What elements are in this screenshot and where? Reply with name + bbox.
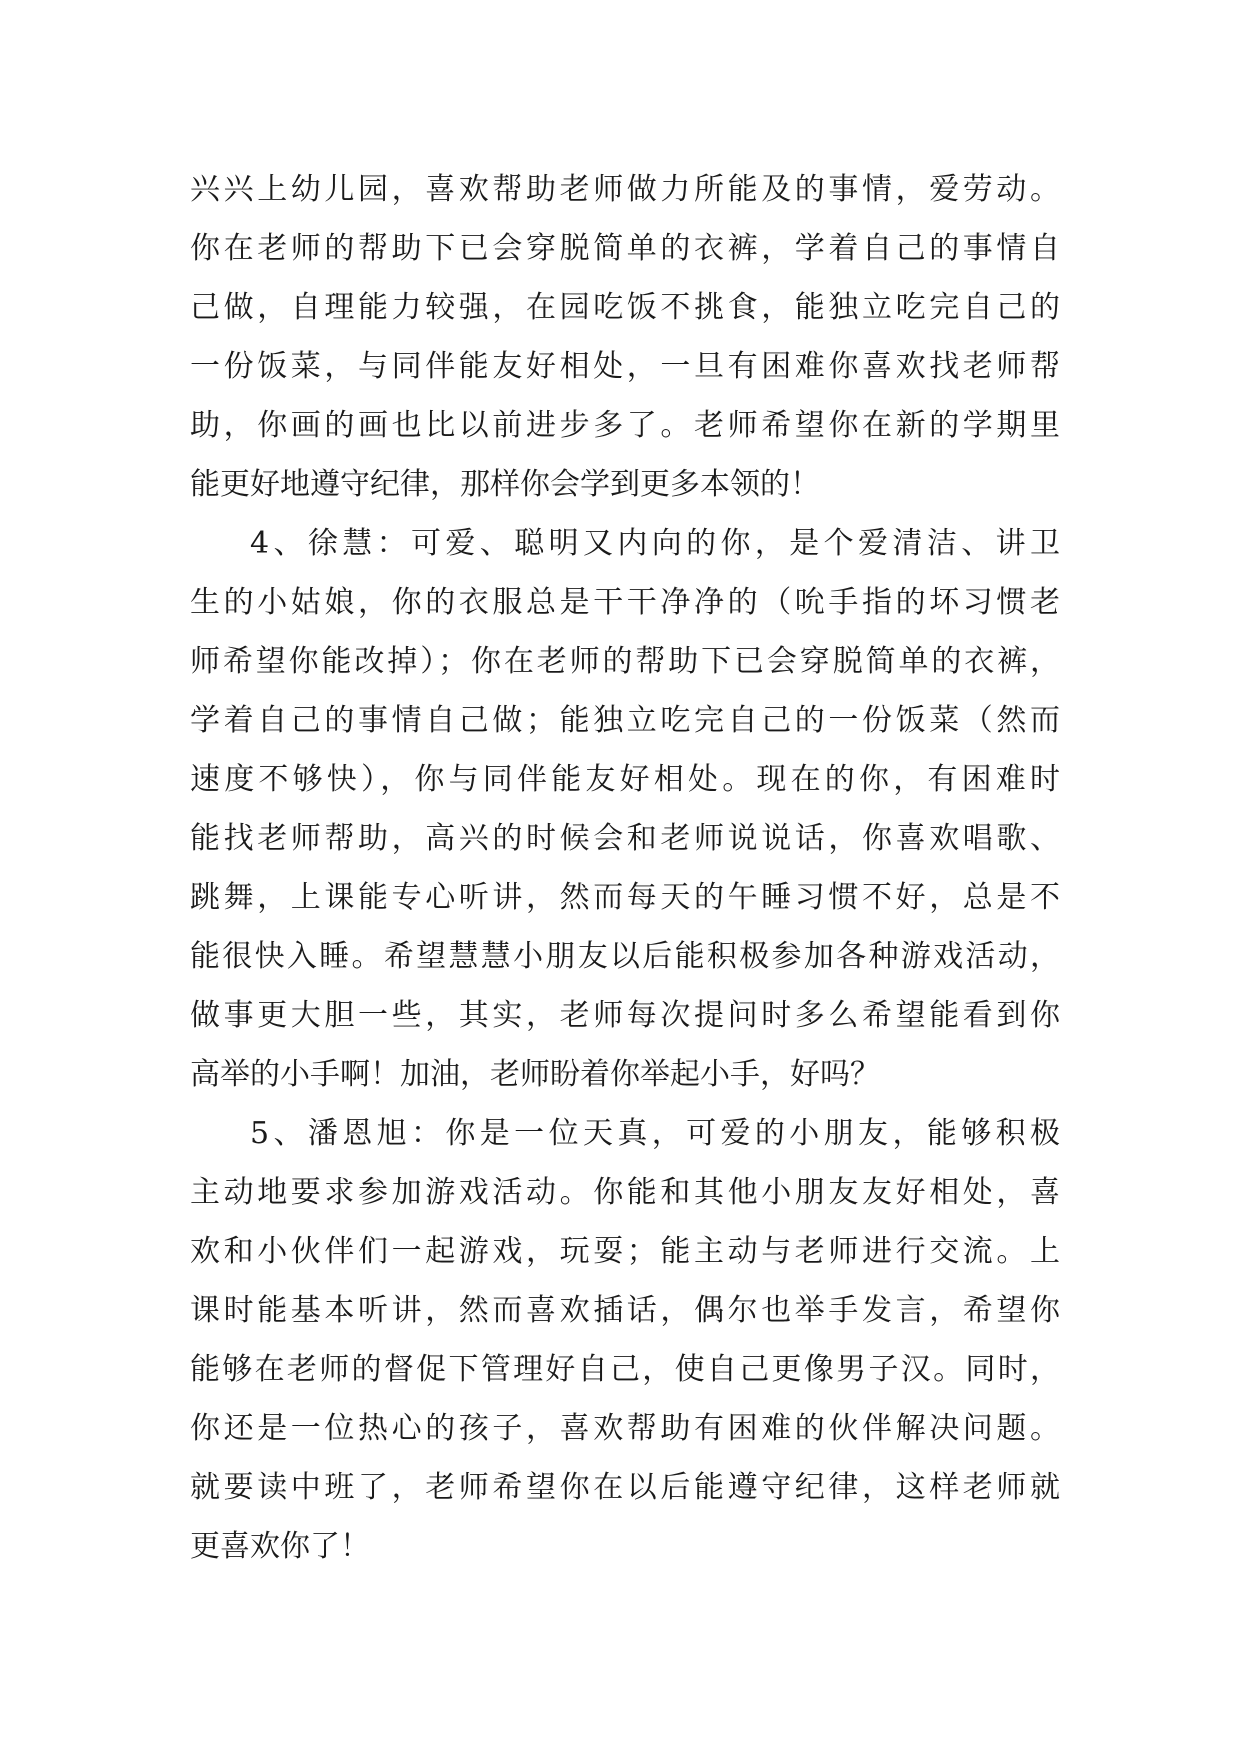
text-line: 4、徐慧：可爱、聪明又内向的你，是个爱清洁、讲卫 [250, 526, 1060, 561]
text-line: 学着自己的事情自己做；能独立吃完自己的一份饭菜（然而 [190, 703, 1060, 738]
text-line: 跳舞，上课能专心听讲，然而每天的午睡习惯不好，总是不 [190, 880, 1060, 915]
text-line: 就要读中班了，老师希望你在以后能遵守纪律，这样老师就 [190, 1470, 1060, 1505]
text-line: 能够在老师的督促下管理好自己，使自己更像男子汉。同时， [190, 1352, 1060, 1387]
document-body [190, 160, 1060, 1576]
text-line: 欢和小伙伴们一起游戏，玩耍；能主动与老师进行交流。上 [190, 1234, 1060, 1269]
text-line: 速度不够快），你与同伴能友好相处。现在的你，有困难时 [190, 762, 1060, 797]
text-line: 课时能基本听讲，然而喜欢插话，偶尔也举手发言，希望你 [190, 1293, 1060, 1328]
text-line: 你还是一位热心的孩子，喜欢帮助有困难的伙伴解决问题。 [190, 1411, 1060, 1446]
text-line: 助，你画的画也比以前进步多了。老师希望你在新的学期里 [190, 408, 1060, 443]
text-line: 你在老师的帮助下已会穿脱简单的衣裤，学着自己的事情自 [190, 231, 1060, 266]
paragraph-2 [190, 514, 1060, 1104]
text-line: 生的小姑娘，你的衣服总是干干净净的（吮手指的坏习惯老 [190, 585, 1060, 620]
text-line: 己做，自理能力较强，在园吃饭不挑食，能独立吃完自己的 [190, 290, 1060, 325]
text-line: 能找老师帮助，高兴的时候会和老师说说话，你喜欢唱歌、 [190, 821, 1060, 856]
text-line: 能更好地遵守纪律，那样你会学到更多本领的！ [190, 467, 820, 502]
text-line: 师希望你能改掉）；你在老师的帮助下已会穿脱简单的衣裤， [190, 644, 1060, 679]
text-line: 一份饭菜，与同伴能友好相处，一旦有困难你喜欢找老师帮 [190, 349, 1060, 384]
text-line: 做事更大胆一些，其实，老师每次提问时多么希望能看到你 [190, 998, 1060, 1033]
paragraph-1 [190, 160, 1060, 514]
text-line: 更喜欢你了！ [190, 1529, 370, 1564]
text-line: 主动地要求参加游戏活动。你能和其他小朋友友好相处，喜 [190, 1175, 1060, 1210]
text-line: 5、潘恩旭：你是一位天真，可爱的小朋友，能够积极 [250, 1116, 1060, 1151]
text-line: 兴兴上幼儿园，喜欢帮助老师做力所能及的事情，爱劳动。 [190, 172, 1060, 207]
paragraph-3 [190, 1104, 1060, 1576]
text-line: 高举的小手啊！加油，老师盼着你举起小手，好吗？ [190, 1057, 880, 1092]
text-line: 能很快入睡。希望慧慧小朋友以后能积极参加各种游戏活动， [190, 939, 1060, 974]
